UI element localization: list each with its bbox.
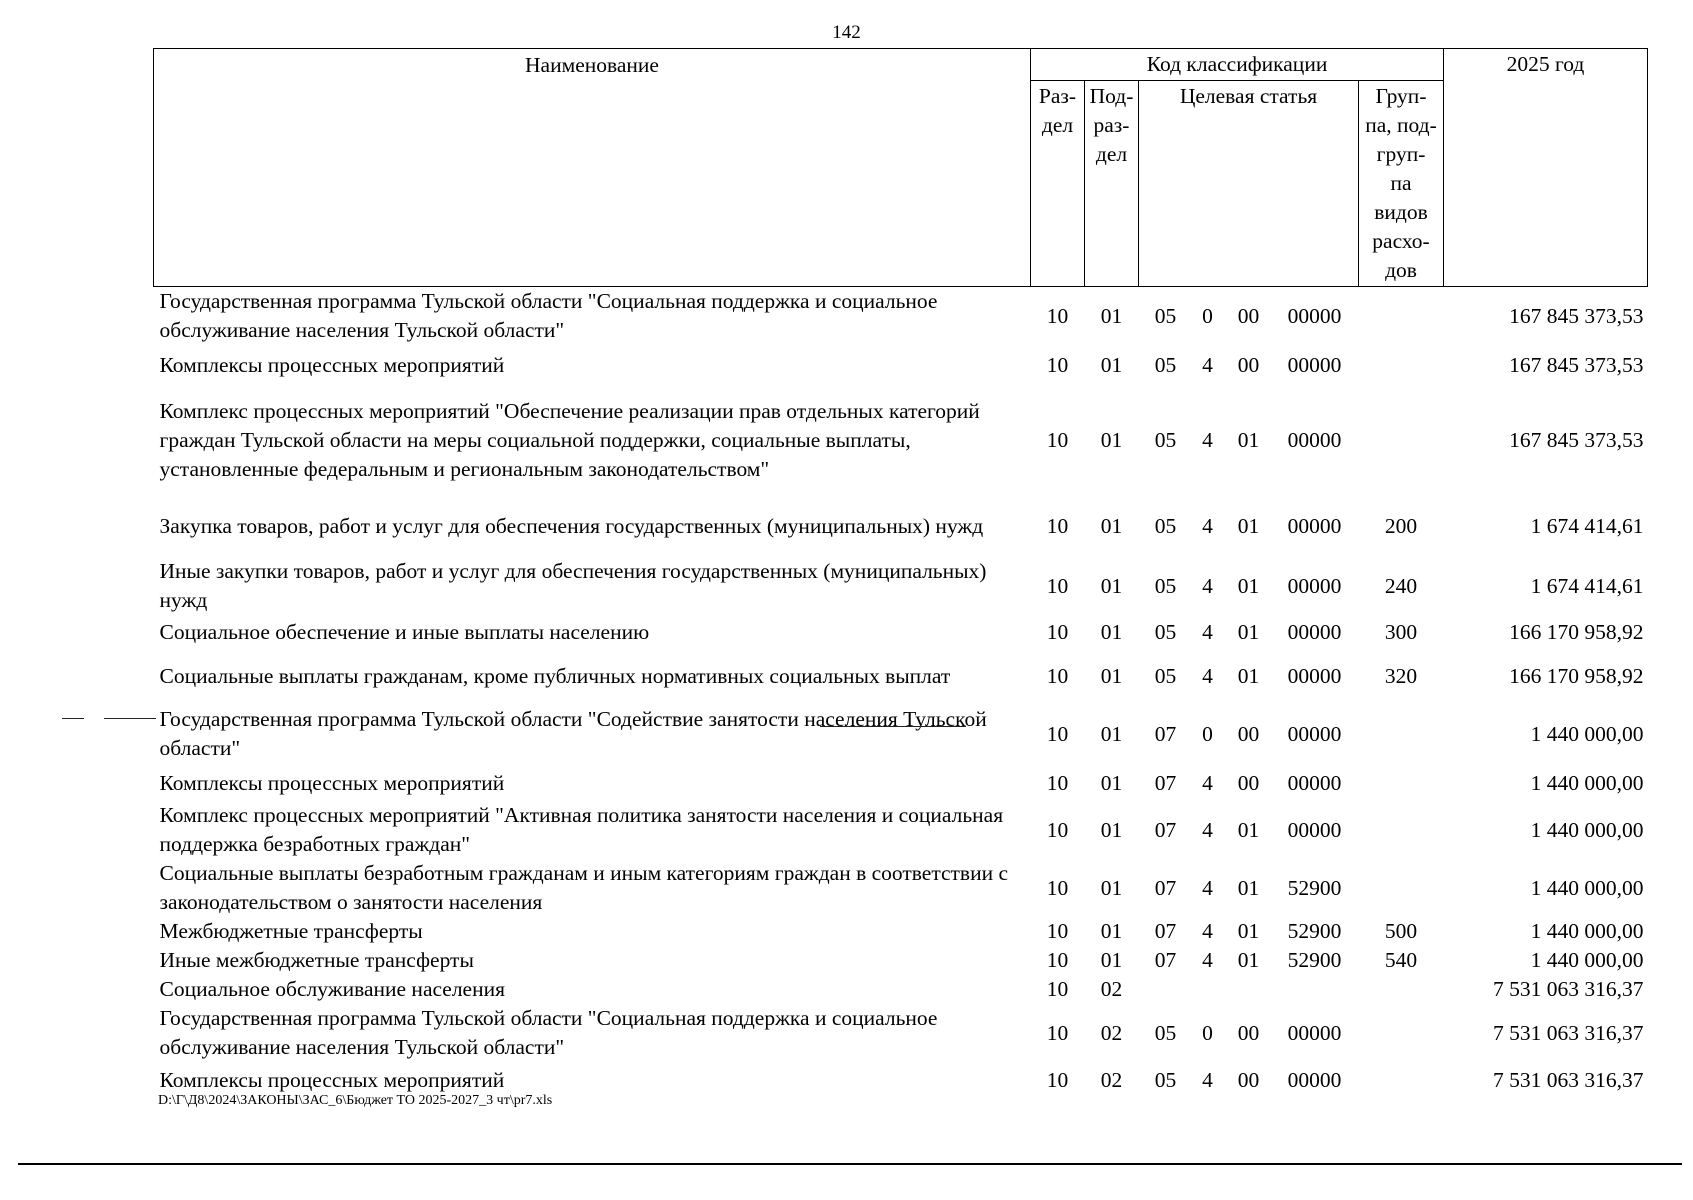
- row-amount: 166 170 958,92: [1509, 663, 1644, 688]
- target-code-part: 05: [1154, 427, 1177, 452]
- table-row: [154, 946, 1648, 975]
- row-target: [1139, 703, 1359, 765]
- target-code-part: 01: [1237, 427, 1260, 452]
- target-code-part: 00000: [1287, 427, 1342, 452]
- row-expense-group: [1359, 1062, 1444, 1098]
- target-code-part: 00: [1237, 303, 1260, 328]
- row-amount: 1 674 414,61: [1530, 513, 1644, 538]
- target-code-part: 01: [1237, 919, 1260, 943]
- row-name: Социальные выплаты гражданам, кроме публичных нормативных социальных выплат: [159, 663, 951, 688]
- target-code-part: 05: [1154, 573, 1177, 598]
- row-amount: 167 845 373,53: [1509, 352, 1644, 377]
- row-name: Комплексы процессных мероприятий: [159, 352, 505, 377]
- row-podrazdel: 01: [1100, 875, 1123, 900]
- row-razdel: 10: [1046, 619, 1069, 644]
- row-expense-group: [1359, 345, 1444, 385]
- target-code-part: 00000: [1287, 513, 1342, 538]
- row-name: Социальное обеспечение и иные выплаты населению: [159, 619, 650, 644]
- row-razdel: 10: [1046, 977, 1069, 1001]
- row-name: Комплексы процессных мероприятий: [159, 770, 505, 795]
- target-code-part: 05: [1154, 619, 1177, 644]
- row-expense-group: 540: [1384, 948, 1418, 972]
- row-name: Иные закупки товаров, работ и услуг для обеспечения государственных (муниципальных) нужд: [159, 559, 987, 612]
- target-code-part: 07: [1154, 721, 1177, 746]
- target-code-part: 00000: [1287, 817, 1342, 842]
- target-code-part: 0: [1202, 1020, 1213, 1045]
- target-code-part: 00000: [1287, 721, 1342, 746]
- row-target: [1139, 917, 1359, 946]
- row-razdel: 10: [1046, 663, 1069, 688]
- target-code-part: 05: [1154, 513, 1177, 538]
- row-amount: 7 531 063 316,37: [1493, 1020, 1644, 1045]
- row-razdel: 10: [1046, 573, 1069, 598]
- row-razdel: 10: [1046, 919, 1069, 943]
- row-target: [1139, 859, 1359, 917]
- row-target: [1139, 1062, 1359, 1098]
- target-code-part: 00: [1237, 1067, 1260, 1092]
- row-amount: 166 170 958,92: [1509, 619, 1644, 644]
- table-row: [154, 615, 1648, 649]
- row-podrazdel: 01: [1100, 817, 1123, 842]
- target-code-part: 4: [1202, 427, 1213, 452]
- target-code-part: 00000: [1287, 1020, 1342, 1045]
- row-razdel: 10: [1046, 1067, 1069, 1092]
- row-target: [1139, 557, 1359, 615]
- row-podrazdel: 01: [1100, 619, 1123, 644]
- target-code-part: 4: [1202, 770, 1213, 795]
- table-row: [154, 345, 1648, 385]
- row-podrazdel: 01: [1100, 303, 1123, 328]
- target-code-part: 01: [1237, 619, 1260, 644]
- row-razdel: 10: [1046, 770, 1069, 795]
- row-razdel: 10: [1046, 948, 1069, 972]
- target-code-part: 07: [1154, 948, 1177, 972]
- target-code-part: 05: [1154, 352, 1177, 377]
- row-target: [1139, 385, 1359, 495]
- row-expense-group: 200: [1384, 513, 1418, 538]
- row-target: [1139, 615, 1359, 649]
- target-code-part: 00: [1237, 352, 1260, 377]
- row-podrazdel: 02: [1100, 1020, 1123, 1045]
- target-code-part: 07: [1154, 770, 1177, 795]
- table-row: [154, 859, 1648, 917]
- row-name: Государственная программа Тульской области "Содействие занятости населения Тульской области": [159, 707, 987, 760]
- row-name: Комплекс процессных мероприятий "Обеспечение реализации прав отдельных категорий граждан Тульской области на меры социальной поддержки, социальные выплаты, установленные федеральным и региональным законодательством": [159, 398, 980, 481]
- target-code-part: 01: [1237, 875, 1260, 900]
- table-body: [154, 287, 1648, 1099]
- target-code-part: 00000: [1287, 663, 1342, 688]
- row-expense-group: [1359, 1004, 1444, 1062]
- target-code-part: 07: [1154, 817, 1177, 842]
- row-amount: 1 440 000,00: [1530, 875, 1644, 900]
- target-code-part: 00000: [1287, 352, 1342, 377]
- target-code-part: 01: [1237, 663, 1260, 688]
- row-razdel: 10: [1046, 352, 1069, 377]
- row-amount: 1 440 000,00: [1530, 721, 1644, 746]
- row-expense-group: [1359, 765, 1444, 801]
- target-code-part: 4: [1202, 352, 1213, 377]
- target-code-part: 05: [1154, 1067, 1177, 1092]
- table-row: [154, 765, 1648, 801]
- target-code-part: 05: [1154, 303, 1177, 328]
- row-expense-group: [1359, 801, 1444, 859]
- header-name: Наименование: [154, 49, 1031, 287]
- row-expense-group: [1359, 287, 1444, 346]
- row-target: [1139, 765, 1359, 801]
- row-amount: 167 845 373,53: [1509, 427, 1644, 452]
- row-target: [1139, 345, 1359, 385]
- row-podrazdel: 01: [1100, 352, 1123, 377]
- target-code-part: 01: [1237, 948, 1260, 972]
- row-podrazdel: 01: [1100, 919, 1123, 943]
- target-code-part: 01: [1237, 573, 1260, 598]
- row-target: [1139, 495, 1359, 557]
- table-row: [154, 649, 1648, 703]
- target-code-part: 00000: [1287, 1067, 1342, 1092]
- page-number: 142: [832, 22, 861, 43]
- row-podrazdel: 01: [1100, 513, 1123, 538]
- table-row: [154, 385, 1648, 495]
- row-razdel: 10: [1046, 303, 1069, 328]
- target-code-part: 07: [1154, 919, 1177, 943]
- table-row: [154, 703, 1648, 765]
- target-code-part: 00000: [1287, 303, 1342, 328]
- row-amount: 1 440 000,00: [1530, 919, 1644, 943]
- row-name: Межбюджетные трансферты: [159, 919, 423, 943]
- row-expense-group: [1359, 703, 1444, 765]
- row-expense-group: 240: [1384, 573, 1418, 598]
- budget-sheet: [153, 48, 1647, 1098]
- target-code-part: 4: [1202, 619, 1213, 644]
- row-target: [1139, 1004, 1359, 1062]
- row-name: Государственная программа Тульской области "Социальная поддержка и социальное обслуживание населения Тульской области": [159, 289, 938, 342]
- target-code-part: 00000: [1287, 573, 1342, 598]
- row-amount: 1 440 000,00: [1530, 817, 1644, 842]
- target-code-part: 0: [1202, 303, 1213, 328]
- target-code-part: 01: [1237, 513, 1260, 538]
- pen-stroke-mark: [104, 718, 156, 719]
- row-podrazdel: 01: [1100, 770, 1123, 795]
- row-amount: 1 440 000,00: [1530, 770, 1644, 795]
- row-razdel: 10: [1046, 513, 1069, 538]
- row-podrazdel: 01: [1100, 573, 1123, 598]
- target-code-part: 07: [1154, 875, 1177, 900]
- row-target: [1139, 801, 1359, 859]
- target-code-part: 4: [1202, 948, 1213, 972]
- target-code-part: 01: [1237, 817, 1260, 842]
- target-code-part: 52900: [1287, 948, 1342, 972]
- row-expense-group: [1359, 859, 1444, 917]
- row-name: Комплексы процессных мероприятий: [159, 1067, 505, 1092]
- target-code-part: 4: [1202, 513, 1213, 538]
- target-code-part: 4: [1202, 663, 1213, 688]
- row-razdel: 10: [1046, 721, 1069, 746]
- table-row: [154, 287, 1648, 346]
- row-name: Социальное обслуживание населения: [159, 977, 506, 1001]
- pen-stroke-mark: [62, 718, 84, 719]
- row-expense-group: [1359, 975, 1444, 1004]
- row-name: Комплекс процессных мероприятий "Активная политика занятости населения и социальная поддержка безработных граждан": [159, 803, 1004, 856]
- row-target: [1139, 649, 1359, 703]
- target-code-part: 4: [1202, 919, 1213, 943]
- header-target: Целевая статья: [1139, 81, 1359, 287]
- row-amount: 1 440 000,00: [1530, 948, 1644, 972]
- target-code-part: 05: [1154, 663, 1177, 688]
- row-podrazdel: 01: [1100, 663, 1123, 688]
- target-code-part: 0: [1202, 721, 1213, 746]
- row-podrazdel: 01: [1100, 721, 1123, 746]
- target-code-part: 05: [1154, 1020, 1177, 1045]
- row-name: Закупка товаров, работ и услуг для обеспечения государственных (муниципальных) нужд: [159, 513, 984, 538]
- header-podrazdel: Под- раз- дел: [1085, 81, 1139, 287]
- target-code-part: 52900: [1287, 919, 1342, 943]
- row-target: [1139, 975, 1359, 1004]
- header-razdel: Раз- дел: [1031, 81, 1085, 287]
- target-code-part: 00: [1237, 770, 1260, 795]
- table-row: [154, 801, 1648, 859]
- row-expense-group: 320: [1384, 663, 1418, 688]
- row-podrazdel: 02: [1100, 1067, 1123, 1092]
- row-expense-group: 300: [1384, 619, 1418, 644]
- table-row: [154, 495, 1648, 557]
- row-expense-group: [1359, 385, 1444, 495]
- budget-table: [153, 48, 1648, 1098]
- row-amount: 167 845 373,53: [1509, 303, 1644, 328]
- target-code-part: 4: [1202, 817, 1213, 842]
- target-code-part: 00000: [1287, 619, 1342, 644]
- row-target: [1139, 946, 1359, 975]
- row-razdel: 10: [1046, 817, 1069, 842]
- table-row: [154, 917, 1648, 946]
- target-code-part: 52900: [1287, 875, 1342, 900]
- target-code-part: 00: [1237, 1020, 1260, 1045]
- target-code-part: 00: [1237, 721, 1260, 746]
- row-name: Государственная программа Тульской области "Социальная поддержка и социальное обслуживание населения Тульской области": [159, 1006, 938, 1059]
- target-code-part: 4: [1202, 875, 1213, 900]
- row-podrazdel: 01: [1100, 948, 1123, 972]
- row-razdel: 10: [1046, 427, 1069, 452]
- row-podrazdel: 02: [1100, 977, 1123, 1001]
- header-row-top: [154, 49, 1648, 81]
- header-group: Груп- па, под- груп- па видов расхо- дов: [1359, 81, 1444, 287]
- pen-stroke-mark: [820, 726, 966, 727]
- table-row: [154, 975, 1648, 1004]
- row-amount: 1 674 414,61: [1530, 573, 1644, 598]
- header-classification: Код классификации: [1031, 49, 1444, 81]
- row-name: Социальные выплаты безработным гражданам и иным категориям граждан в соответствии с законодательством о занятости населения: [159, 861, 1009, 914]
- row-target: [1139, 287, 1359, 346]
- row-razdel: 10: [1046, 875, 1069, 900]
- row-podrazdel: 01: [1100, 427, 1123, 452]
- footer-file-path: D:\Г\Д8\2024\ЗАКОНЫ\ЗАС_6\Бюджет ТО 2025-2027_3 чт\pr7.xls: [158, 1093, 553, 1108]
- row-expense-group: 500: [1384, 919, 1418, 943]
- row-razdel: 10: [1046, 1020, 1069, 1045]
- target-code-part: 4: [1202, 573, 1213, 598]
- target-code-part: 4: [1202, 1067, 1213, 1092]
- bottom-rule: [18, 1163, 1682, 1165]
- row-name: Иные межбюджетные трансферты: [159, 948, 474, 972]
- target-code-part: 00000: [1287, 770, 1342, 795]
- header-year: 2025 год: [1444, 49, 1648, 287]
- row-amount: 7 531 063 316,37: [1493, 977, 1644, 1001]
- row-amount: 7 531 063 316,37: [1493, 1067, 1644, 1092]
- table-row: [154, 557, 1648, 615]
- table-row: [154, 1004, 1648, 1062]
